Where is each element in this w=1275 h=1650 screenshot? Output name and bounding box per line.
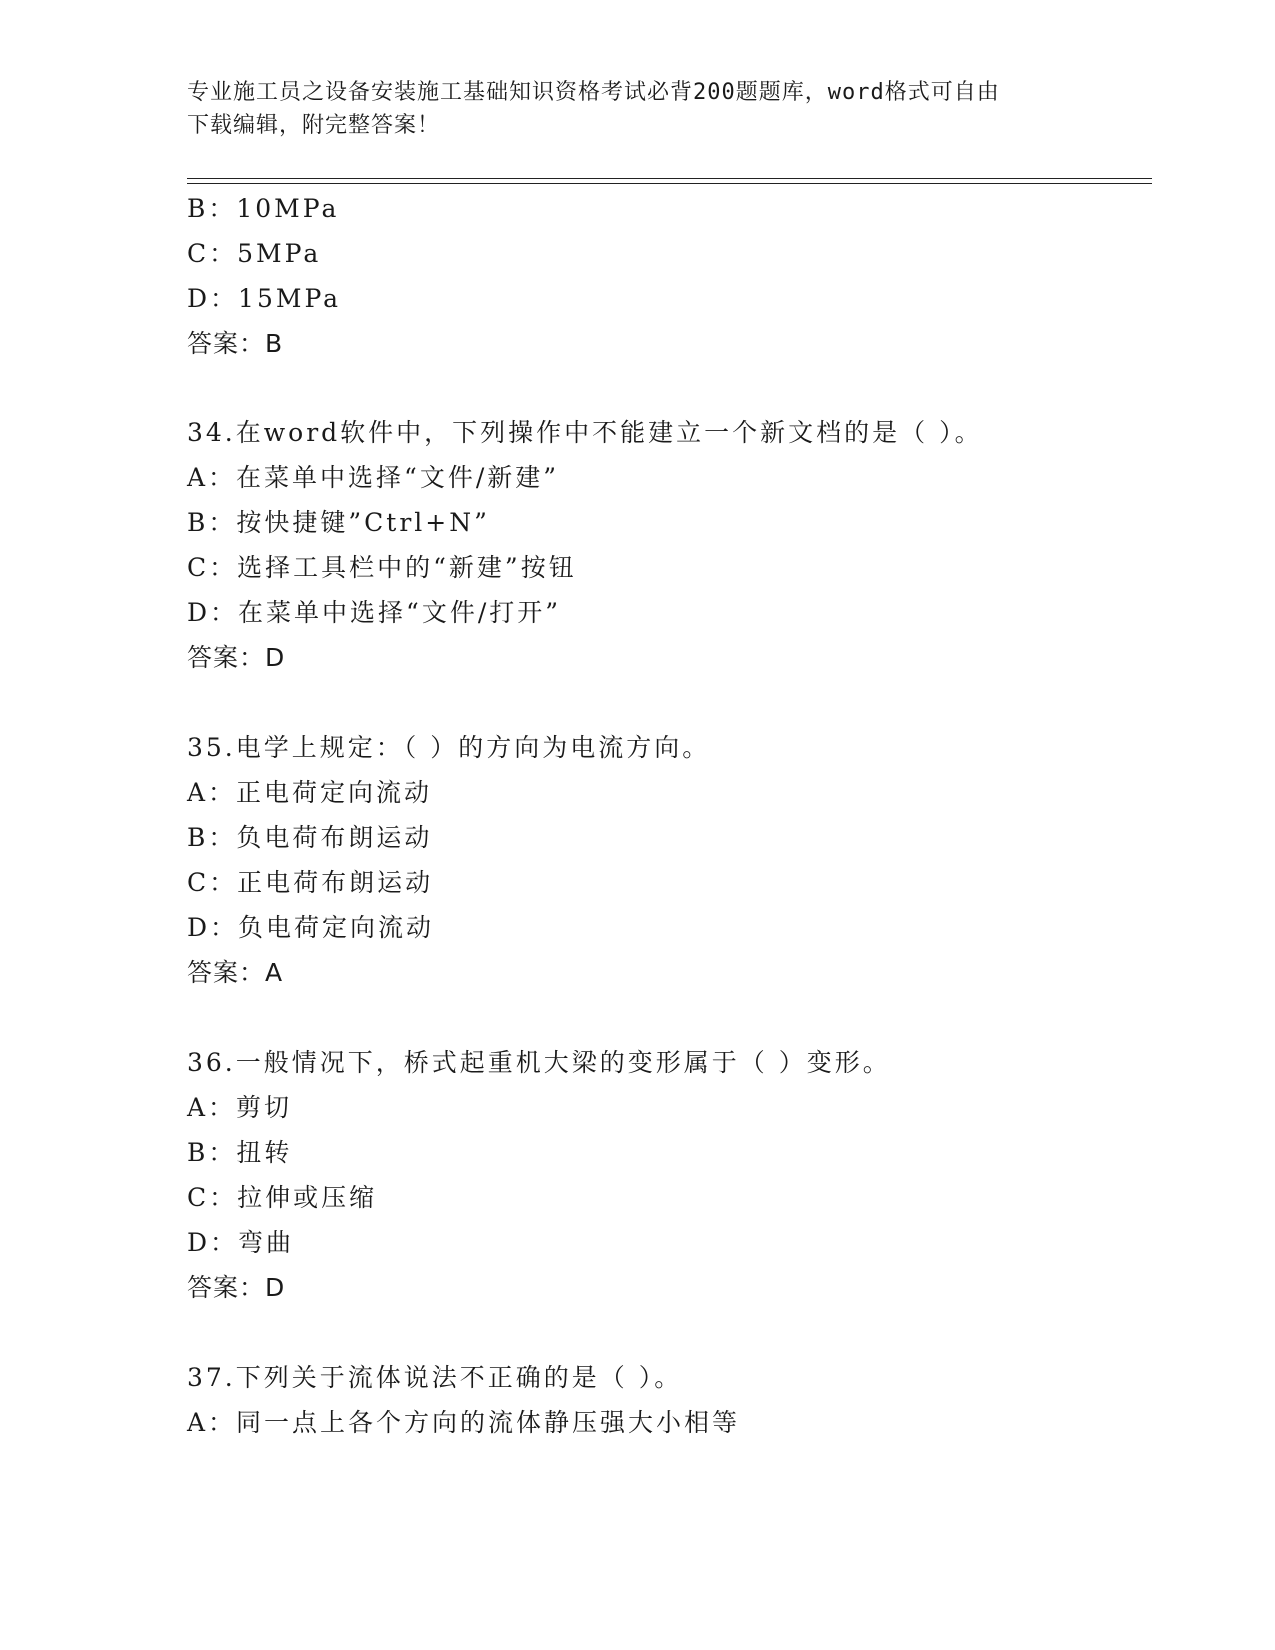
header-divider-bottom bbox=[187, 183, 1152, 184]
option-c: C：正电荷布朗运动 bbox=[187, 868, 434, 897]
option-b: B：10MPa bbox=[187, 194, 340, 223]
option-d: D：在菜单中选择“文件/打开” bbox=[187, 598, 562, 627]
header-divider-top bbox=[187, 178, 1152, 179]
header-title-line-1: 专业施工员之设备安装施工基础知识资格考试必背200题题库，word格式可自由 bbox=[187, 80, 1000, 105]
option-a: A：正电荷定向流动 bbox=[187, 778, 433, 807]
option-b: B：按快捷键”Ctrl+N” bbox=[187, 508, 490, 537]
option-a: A：在菜单中选择“文件/新建” bbox=[187, 463, 560, 492]
answer-line: 答案：D bbox=[187, 643, 286, 672]
option-b: B：负电荷布朗运动 bbox=[187, 823, 433, 852]
option-a: A：剪切 bbox=[187, 1093, 293, 1122]
answer-line: 答案：D bbox=[187, 1273, 286, 1302]
option-d: D：15MPa bbox=[187, 284, 342, 313]
option-b: B：扭转 bbox=[187, 1138, 293, 1167]
header-title-line-2: 下载编辑，附完整答案！ bbox=[187, 113, 441, 138]
question-stem: 34.在word软件中，下列操作中不能建立一个新文档的是（ ）。 bbox=[187, 418, 983, 447]
document-header bbox=[187, 76, 1067, 142]
question-stem: 36.一般情况下，桥式起重机大梁的变形属于（ ）变形。 bbox=[187, 1048, 891, 1077]
option-d: D：弯曲 bbox=[187, 1228, 295, 1257]
option-a: A：同一点上各个方向的流体静压强大小相等 bbox=[187, 1408, 741, 1437]
option-c: C：选择工具栏中的“新建”按钮 bbox=[187, 553, 577, 582]
answer-line: 答案：A bbox=[187, 958, 284, 987]
option-c: C：拉伸或压缩 bbox=[187, 1183, 378, 1212]
question-stem: 35.电学上规定：（ ）的方向为电流方向。 bbox=[187, 733, 711, 762]
option-d: D：负电荷定向流动 bbox=[187, 913, 435, 942]
question-stem: 37.下列关于流体说法不正确的是（ ）。 bbox=[187, 1363, 683, 1392]
answer-line: 答案：B bbox=[187, 329, 284, 358]
option-c: C：5MPa bbox=[187, 239, 322, 268]
